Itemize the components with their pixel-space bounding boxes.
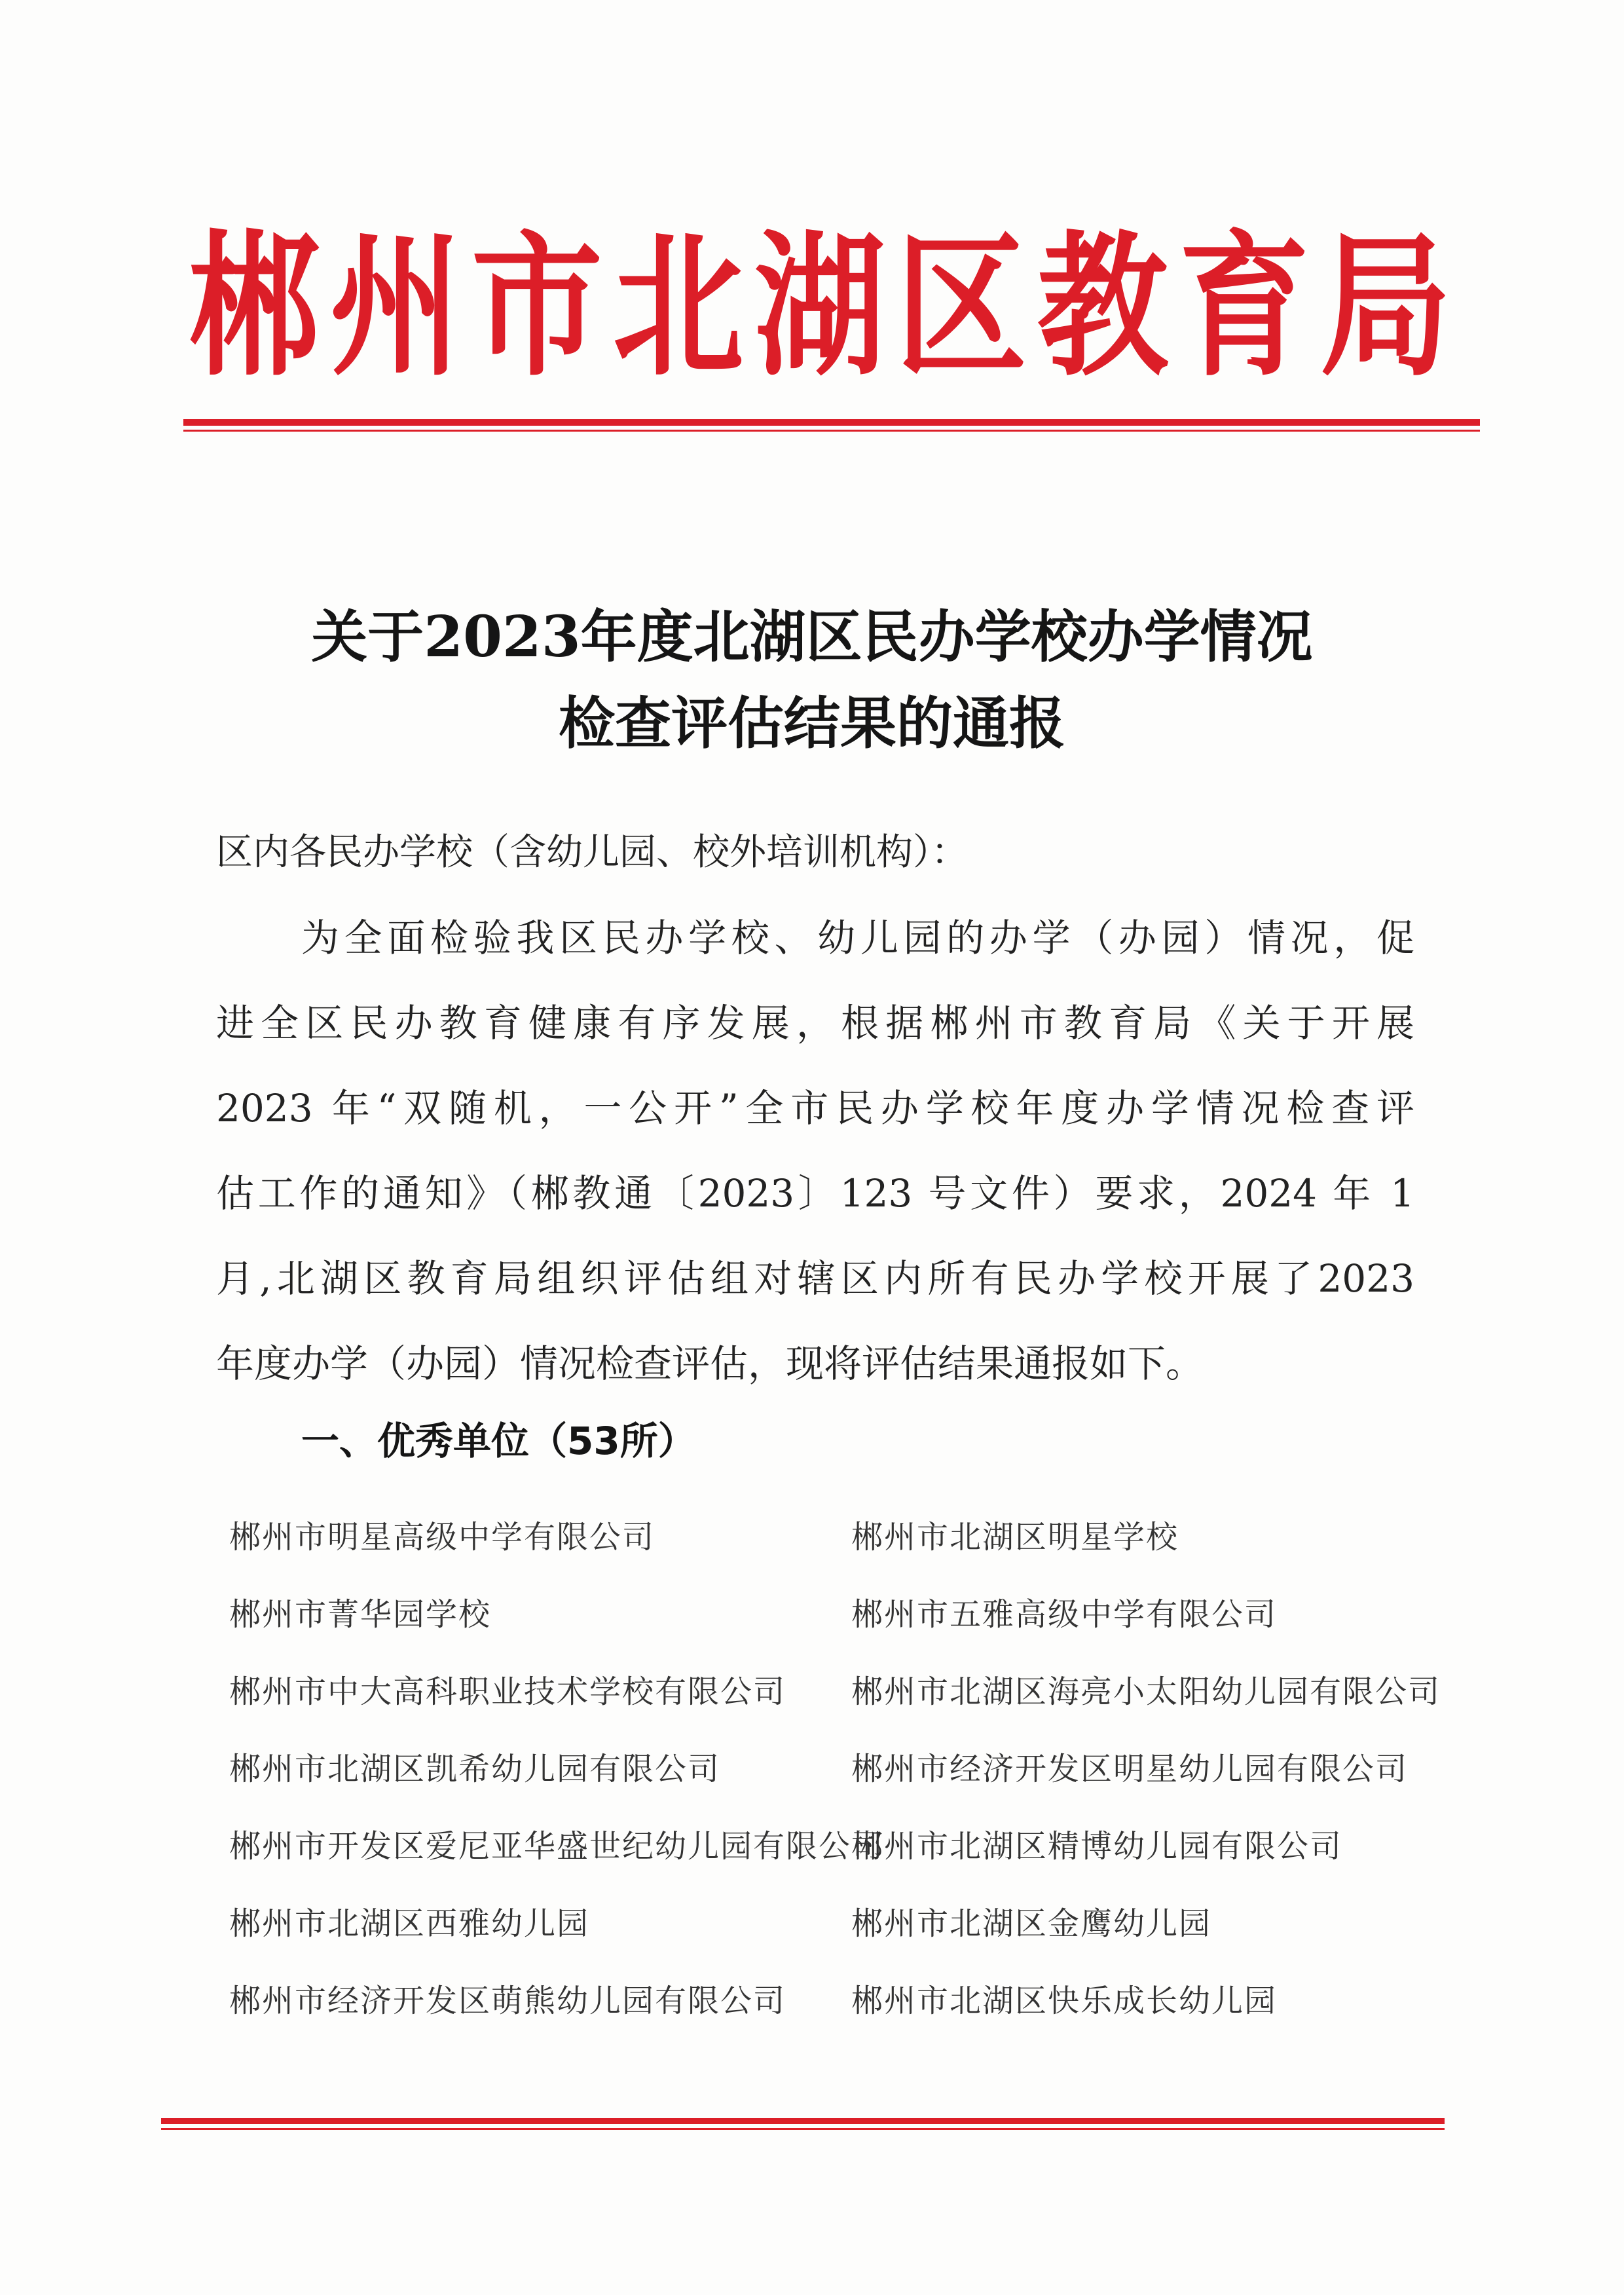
letterhead-red-rule-thin xyxy=(183,430,1480,432)
list-item: 郴州市中大高科职业技术学校有限公司 xyxy=(229,1673,786,1710)
list-item: 郴州市北湖区金鹰幼儿园 xyxy=(851,1905,1212,1942)
body-paragraph-line: 月,北湖区教育局组织评估组对辖区内所有民办学校开展了2023 xyxy=(216,1256,1414,1301)
list-item: 郴州市北湖区精博幼儿园有限公司 xyxy=(851,1828,1343,1865)
list-item: 郴州市菁华园学校 xyxy=(229,1596,492,1633)
body-paragraph-line: 2023 年“双随机，一公开”全市民办学校年度办学情况检查评 xyxy=(216,1086,1414,1130)
letterhead-red-rule xyxy=(183,419,1480,426)
footer-red-rule xyxy=(161,2118,1445,2124)
salutation: 区内各民办学校（含幼儿园、校外培训机构）： xyxy=(216,831,968,874)
document-title-line-1: 关于2023年度北湖区民办学校办学情况 xyxy=(311,604,1313,670)
list-item: 郴州市经济开发区明星幼儿园有限公司 xyxy=(851,1751,1409,1787)
body-paragraph-line: 进全区民办教育健康有序发展，根据郴州市教育局《关于开展 xyxy=(216,1001,1414,1045)
list-item: 郴州市北湖区西雅幼儿园 xyxy=(229,1905,590,1942)
body-paragraph-line: 为全面检验我区民办学校、幼儿园的办学（办园）情况，促 xyxy=(301,916,1414,960)
list-item: 郴州市北湖区快乐成长幼儿园 xyxy=(851,1983,1278,2019)
list-item: 郴州市五雅高级中学有限公司 xyxy=(851,1596,1278,1633)
footer-red-rule-thin xyxy=(161,2128,1445,2130)
document-title-line-2: 检查评估结果的通报 xyxy=(559,690,1065,756)
list-item: 郴州市开发区爱尼亚华盛世纪幼儿园有限公司 xyxy=(229,1828,885,1865)
body-paragraph-line: 估工作的通知》（郴教通〔2023〕123 号文件）要求，2024 年 1 xyxy=(216,1171,1414,1216)
list-item: 郴州市北湖区明星学校 xyxy=(851,1519,1179,1556)
list-item: 郴州市明星高级中学有限公司 xyxy=(229,1519,655,1556)
list-item: 郴州市经济开发区萌熊幼儿园有限公司 xyxy=(229,1983,786,2019)
section-heading: 一、优秀单位（53所） xyxy=(301,1419,696,1463)
body-paragraph-line: 年度办学（办园）情况检查评估，现将评估结果通报如下。 xyxy=(216,1341,1204,1386)
letterhead-title: 郴州市北湖区教育局 xyxy=(188,217,1462,398)
list-item: 郴州市北湖区凯希幼儿园有限公司 xyxy=(229,1751,721,1787)
list-item: 郴州市北湖区海亮小太阳幼儿园有限公司 xyxy=(851,1673,1441,1710)
